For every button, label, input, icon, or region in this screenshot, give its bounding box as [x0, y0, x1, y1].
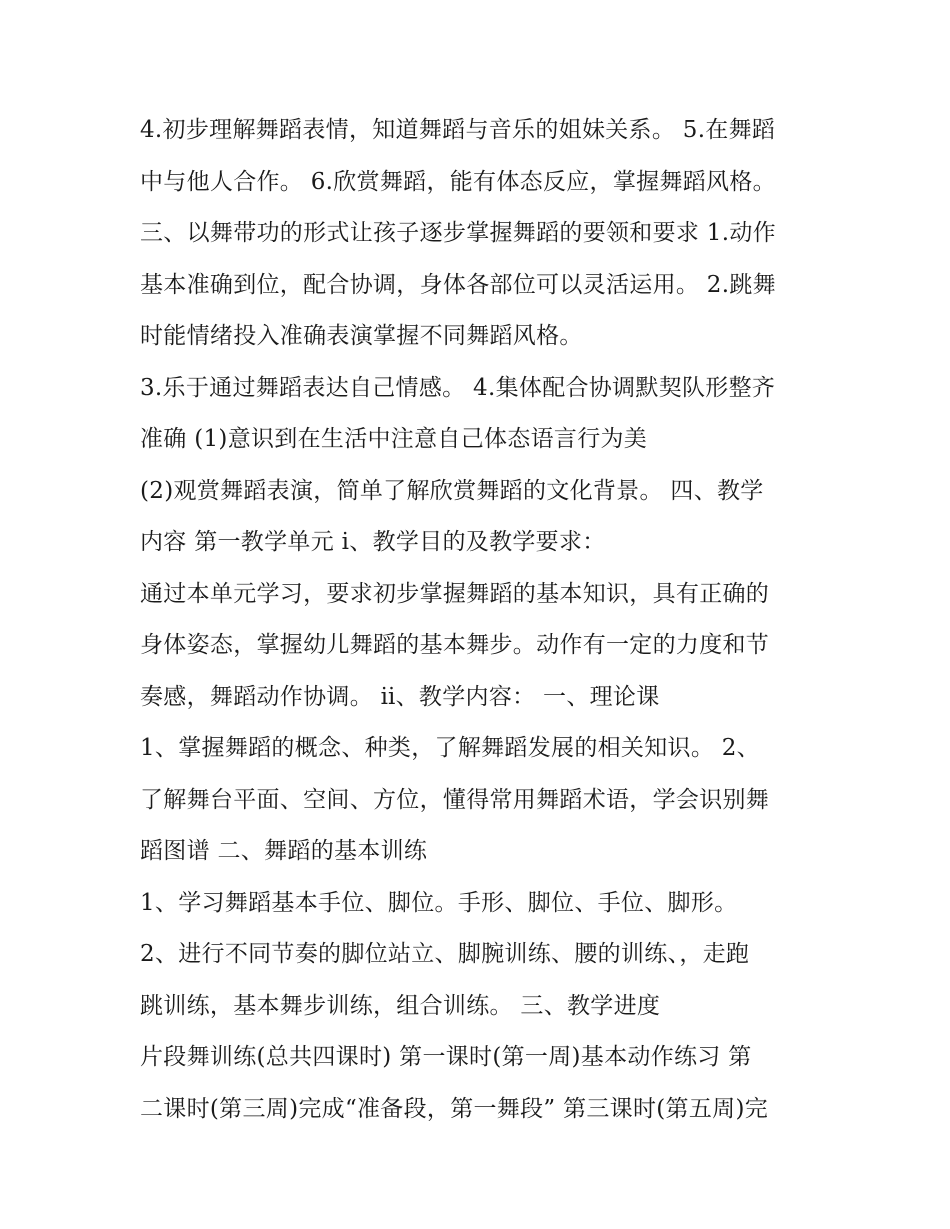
text-line: 身体姿态，掌握幼儿舞蹈的基本舞步。动作有一定的力度和节	[140, 632, 770, 658]
text-line: 了解舞台平面、空间、方位，懂得常用舞蹈术语，学会识别舞	[140, 786, 770, 813]
text-line: (2)观赏舞蹈表演，简单了解欣赏舞蹈的文化背景。 四、教学	[140, 477, 764, 504]
body-text	[140, 108, 820, 1138]
text-line: 奏感，舞蹈动作协调。 ⅱ、教学内容： 一、理论课	[140, 683, 660, 710]
text-line: 蹈图谱 二、舞蹈的基本训练	[140, 838, 428, 864]
text-line: 1、掌握舞蹈的概念、种类，了解舞蹈发展的相关知识。 2、	[140, 735, 760, 761]
text-line: 1、学习舞蹈基本手位、脚位。手形、脚位、手位、脚形。	[140, 889, 738, 916]
text-line: 4.初步理解舞蹈表情，知道舞蹈与音乐的姐妹关系。 5.在舞蹈	[140, 117, 776, 143]
text-line: 时能情绪投入准确表演掌握不同舞蹈风格。	[140, 323, 583, 349]
text-line: 准确 (1)意识到在生活中注意自己体态语言行为美	[140, 426, 648, 452]
text-line: 中与他人合作。 6.欣赏舞蹈，能有体态反应，掌握舞蹈风格。	[140, 168, 776, 195]
text-line: 基本准确到位，配合协调，身体各部位可以灵活运用。 2.跳舞	[140, 271, 776, 298]
text-line: 跳训练，基本舞步训练，组合训练。 三、教学进度	[140, 992, 661, 1019]
text-line: 片段舞训练(总共四课时) 第一课时(第一周)基本动作练习 第	[140, 1044, 752, 1070]
text-line: 二课时(第三周)完成“准备段，第一舞段” 第三课时(第五周)完	[140, 1095, 769, 1122]
text-line: 通过本单元学习，要求初步掌握舞蹈的基本知识，具有正确的	[140, 580, 770, 607]
text-line: 内容 第一教学单元 ⅰ、教学目的及教学要求：	[140, 529, 606, 555]
text-line: 2、进行不同节奏的脚位站立、脚腕训练、腰的训练、，走跑	[140, 941, 750, 967]
text-line: 3.乐于通过舞蹈表达自己情感。 4.集体配合协调默契队形整齐	[140, 374, 776, 401]
text-line: 三、以舞带功的形式让孩子逐步掌握舞蹈的要领和要求 1.动作	[140, 220, 776, 246]
